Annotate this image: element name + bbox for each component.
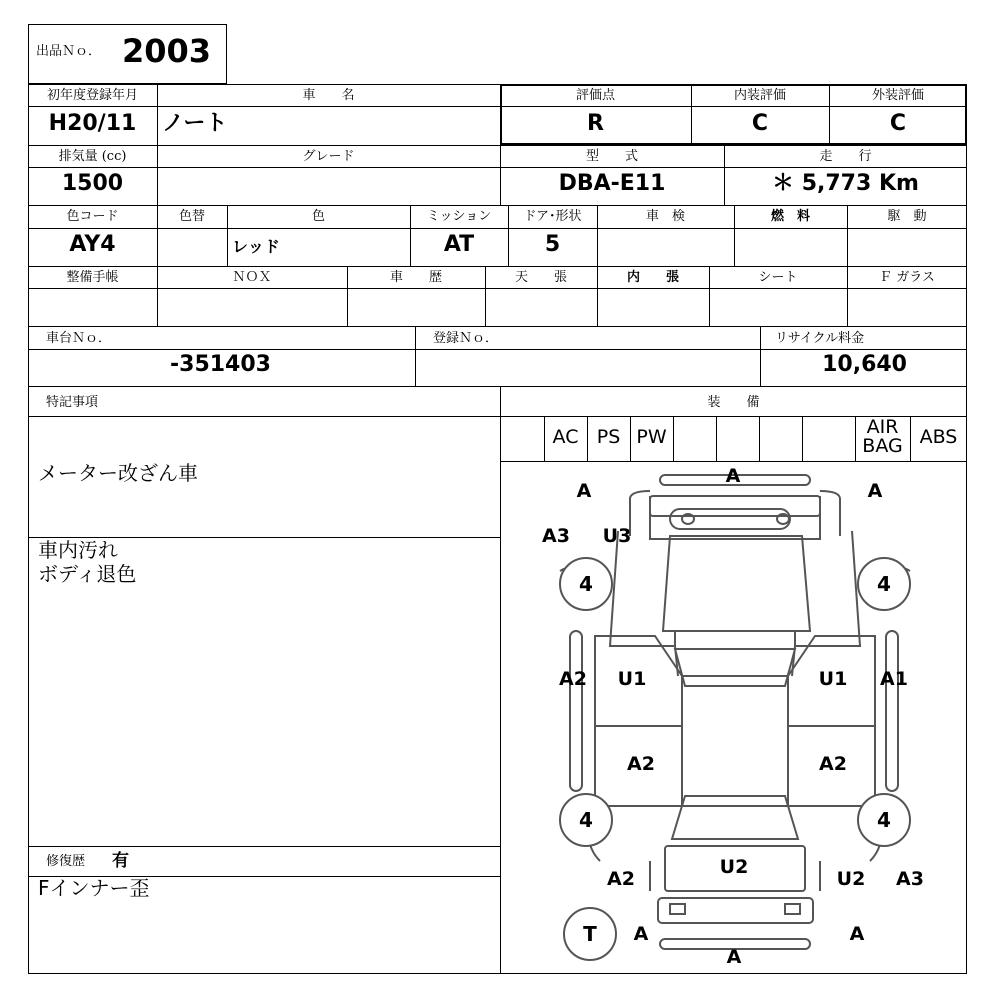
header-color-change: 色替: [178, 209, 205, 224]
tire-front-left: 4: [559, 557, 613, 611]
value-chassis: -351403: [170, 352, 271, 377]
tire-rear-left: 4: [559, 793, 613, 847]
mark-side-right-a: A1: [880, 668, 908, 690]
header-model: 型 式: [585, 149, 638, 164]
header-remarks: 特記事項: [46, 395, 99, 410]
header-fuel: 燃 料: [770, 209, 810, 224]
value-score: R: [587, 111, 604, 136]
mark-trunk-u: U2: [719, 856, 749, 878]
mark-front-left: A: [576, 480, 592, 502]
equip-abs: ABS: [919, 426, 958, 448]
header-registration: 登録Ｎｏ．: [433, 331, 499, 346]
mark-fender-left-u: U3: [602, 525, 632, 547]
mark-bumper-right: A: [849, 923, 865, 945]
mark-fender-left-a: A3: [542, 525, 570, 547]
header-interior: 内 張: [626, 270, 679, 285]
equip-pw: PW: [636, 426, 667, 448]
value-mileage: ＊ 5,773 Km: [772, 171, 919, 196]
tire-rear-right: 4: [857, 793, 911, 847]
mark-front-center: A: [725, 465, 741, 487]
header-mileage: 走 行: [819, 149, 872, 164]
value-recycle: 10,640: [822, 352, 907, 377]
remarks-line2: 車内汚れ: [38, 538, 118, 562]
mark-side-left-a: A2: [559, 668, 587, 690]
header-displacement: 排気量 (cc): [58, 149, 127, 164]
remarks-line1: メーター改ざん車: [38, 461, 198, 485]
value-displacement: 1500: [61, 171, 124, 196]
lot-label: 出品Ｎｏ．: [36, 44, 102, 59]
mark-door-rear-left: A2: [627, 753, 655, 775]
equip-ac: AC: [552, 426, 579, 448]
mark-bumper-left: A: [633, 923, 649, 945]
mark-front-right: A: [867, 480, 883, 502]
remarks-repair-note: Fインナー歪: [38, 876, 150, 900]
header-recycle: リサイクル料金: [775, 331, 865, 346]
header-interior-score: 内装評価: [733, 88, 786, 103]
header-chassis: 車台Ｎｏ．: [46, 331, 112, 346]
spare-tire: T: [563, 907, 617, 961]
mark-rear-right-a: A3: [896, 868, 924, 890]
header-exterior-score: 外装評価: [871, 88, 924, 103]
header-drive: 駆 動: [887, 209, 927, 224]
header-equipment: 装 備: [707, 395, 760, 410]
value-first-reg: H20/11: [48, 111, 137, 136]
value-door: 5: [544, 232, 561, 257]
header-history: 車 歴: [389, 270, 442, 285]
mark-bumper-center: A: [726, 946, 742, 968]
header-repair-history: 修復歴: [46, 854, 86, 869]
header-fglass: Ｆ ガラス: [879, 270, 935, 285]
header-door: ドア･形状: [523, 209, 582, 224]
header-car-name: 車 名: [302, 88, 355, 103]
mark-rear-right-u: U2: [836, 868, 866, 890]
value-car-name: ノート: [162, 111, 228, 136]
value-color-code: AY4: [69, 232, 116, 257]
header-color-code: 色コード: [66, 209, 119, 224]
value-exterior-score: C: [889, 111, 907, 136]
mark-door-left-u: U1: [617, 668, 647, 690]
value-mission: AT: [443, 232, 475, 257]
mark-rear-left-a: A2: [607, 868, 635, 890]
header-mission: ミッション: [426, 209, 492, 224]
header-seat: シート: [758, 270, 798, 285]
header-maintenance: 整備手帳: [66, 270, 119, 285]
remarks-line3: ボディ退色: [38, 562, 137, 586]
tire-front-right: 4: [857, 557, 911, 611]
value-repair-history: 有: [112, 851, 129, 871]
equip-ps: PS: [596, 426, 621, 448]
header-score: 評価点: [575, 88, 615, 103]
header-inspection: 車 検: [645, 209, 685, 224]
mark-door-rear-right: A2: [819, 753, 847, 775]
lot-number: 2003: [122, 32, 212, 70]
value-color: レッド: [232, 237, 280, 256]
header-first-reg: 初年度登録年月: [46, 88, 138, 103]
header-grade: グレード: [302, 149, 355, 164]
value-model: DBA-E11: [558, 171, 666, 196]
header-roof: 天 張: [514, 270, 567, 285]
mark-door-right-u: U1: [818, 668, 848, 690]
equip-airbag: AIR BAG: [862, 416, 903, 457]
header-color: 色: [311, 209, 325, 224]
value-interior-score: C: [751, 111, 769, 136]
header-nox: ＮＯＸ: [232, 270, 272, 285]
